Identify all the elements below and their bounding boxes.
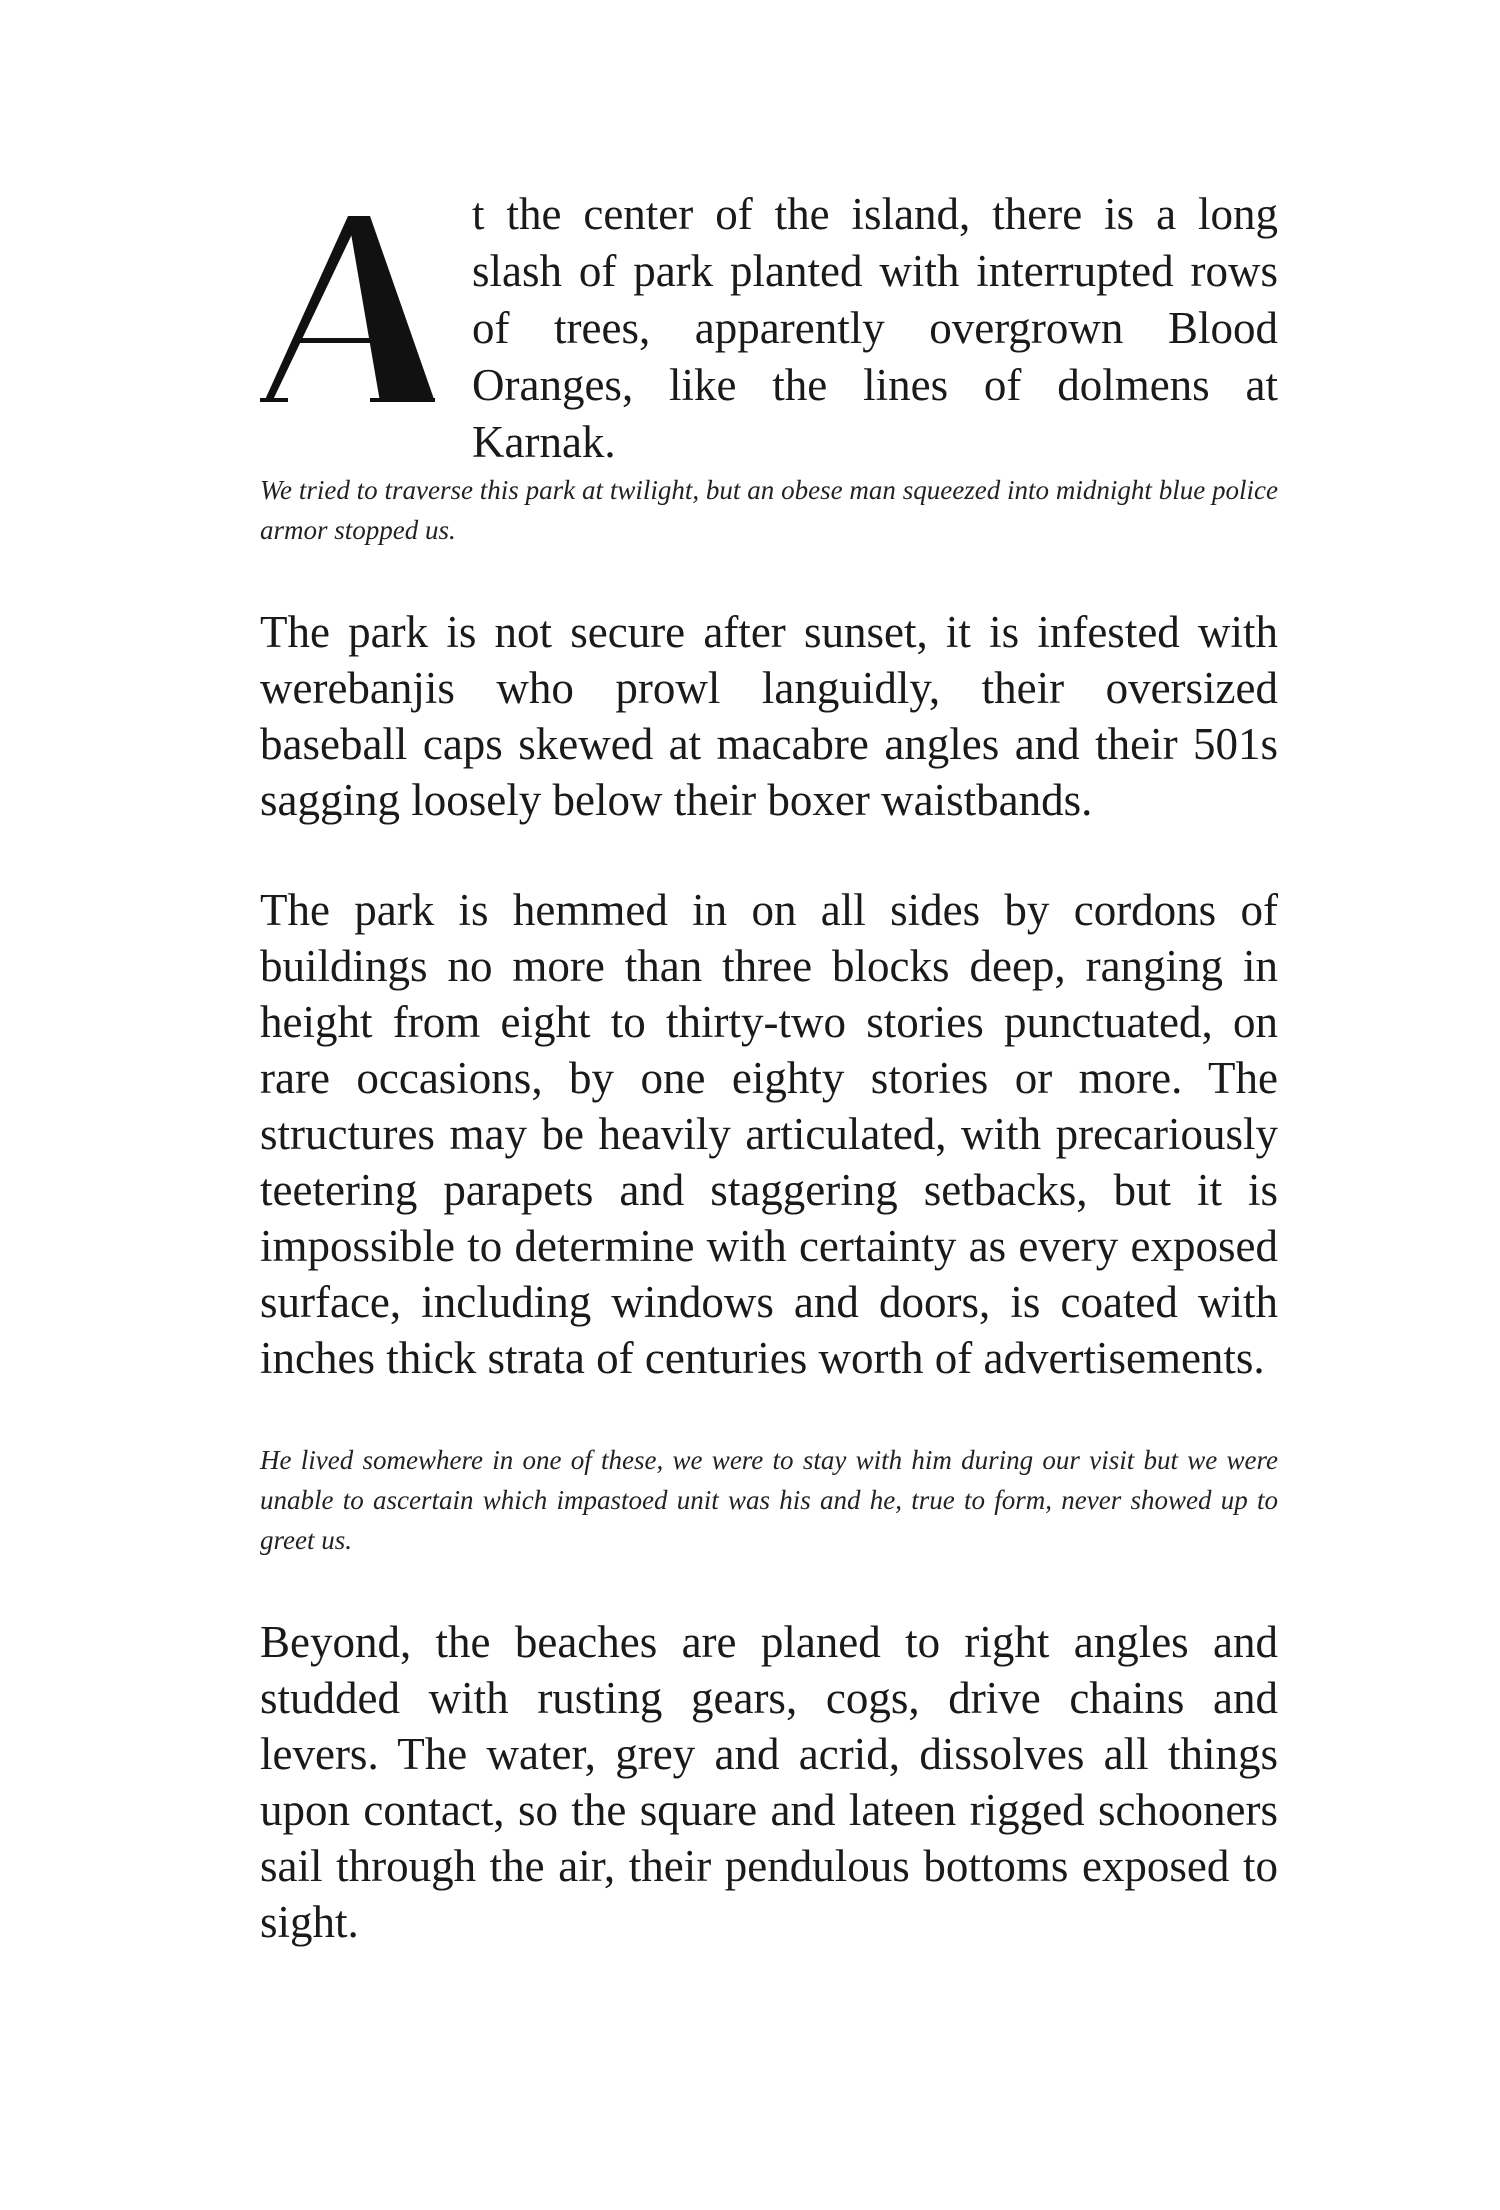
- drop-cap-letter: [260, 216, 435, 402]
- italic-note: We tried to traverse this park at twilight, but an obese man squeezed into midnight blue police armor stopped us.: [260, 475, 1278, 545]
- body-paragraph: The park is hemmed in on all sides by cordons of buildings no more than three blocks deep, ranging in height from eight to thirty-two stories punctuated, on rare occasions, by one eighty stories or more. The structures may be heavily articulated, with precariously teetering parapets and staggering setbacks, but it is impossible to determine with certainty as every exposed surface, including windows and doors, is coated with inches thick strata of centuries worth of advertisements.: [260, 885, 1278, 1383]
- opening-text: t the center of the island, there is a long slash of park planted with interrupted rows of trees, apparently overgrown Blood Oranges, like the lines of dolmens at Karnak.: [472, 189, 1278, 467]
- body-paragraph: Beyond, the beaches are planed to right angles and studded with rusting gears, cogs, drive chains and levers. The water, grey and acrid, dissolves all things upon contact, so the square and lateen rigged schooners sail through the air, their pendulous bottoms exposed to sight.: [260, 1617, 1278, 1947]
- drop-cap-glyph: [260, 216, 435, 402]
- italic-note: He lived somewhere in one of these, we were to stay with him during our visit but we were unable to ascertain which impastoed unit was his and he, true to form, never showed up to greet us.: [260, 1445, 1278, 1555]
- opening-paragraph: [260, 186, 1278, 467]
- body-paragraph: The park is not secure after sunset, it is infested with werebanjis who prowl languidly, their oversized baseball caps skewed at macabre angles and their 501s sagging loosely below their boxer waistbands.: [260, 607, 1278, 825]
